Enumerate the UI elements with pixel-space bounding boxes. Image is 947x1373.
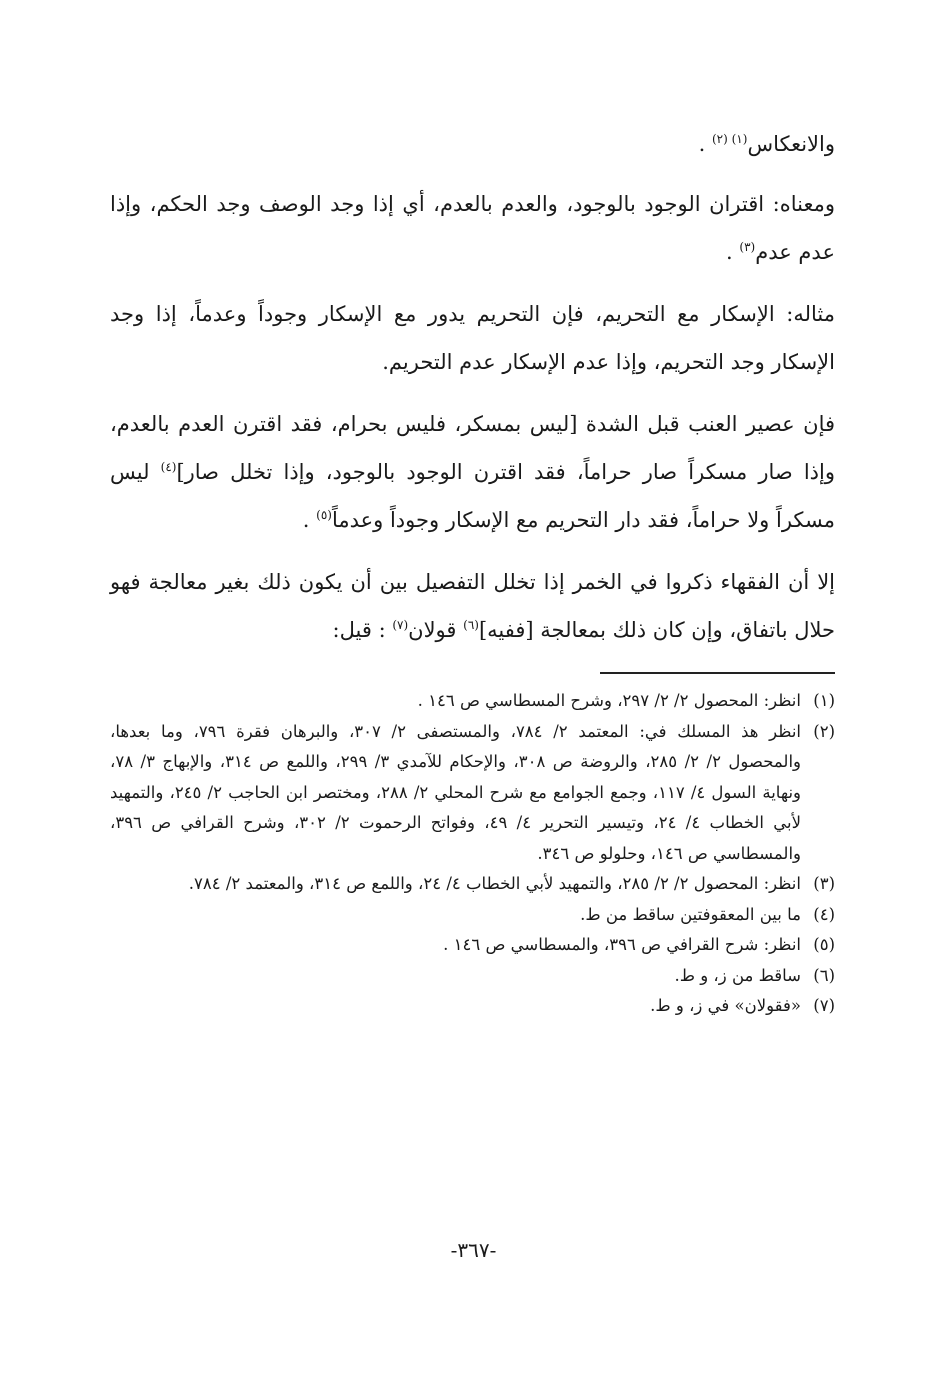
footnote-number: (٦): [813, 965, 835, 985]
footnote-number: (٢): [813, 721, 835, 741]
footnote-number: (٥): [813, 935, 835, 954]
footnote-text: انظر: شرح القرافي ص ٣٩٦، والمسطاسي ص ١٤٦ .: [443, 935, 801, 954]
paragraph: [110, 180, 835, 276]
footnote: [110, 686, 835, 717]
paragraph: [110, 290, 835, 386]
text-run: .: [698, 132, 712, 156]
footnote-text: ما بين المعقوفتين ساقط من ط.: [580, 904, 801, 924]
footnote-number: (٤): [813, 904, 835, 924]
text-run: قولان: [408, 618, 464, 642]
paragraph: [110, 120, 835, 168]
footnote: [110, 961, 835, 992]
footnote-text: ساقط من ز، و ط.: [674, 965, 801, 985]
text-run: مثاله: الإسكار مع التحريم، فإن التحريم يدور مع الإسكار وجوداً وعدماً، إذا وجد الإسكار وجد التحريم، وإذا عدم الإسكار عدم التحريم.: [110, 302, 835, 374]
text-run: : قيل:: [332, 618, 393, 642]
text-run: إلا أن الفقهاء ذكروا في الخمر إذا تخلل التفصيل بين أن يكون ذلك بغير معالجة فهو حلال باتفاق، وإن كان ذلك بمعالجة [ففيه]: [110, 570, 835, 642]
footnote-text: «فقولان» في ز، و ط.: [650, 996, 801, 1015]
paragraph: [110, 558, 835, 654]
footnote-marker: (٥): [316, 508, 332, 522]
footnote-text: انظر: المحصول ٢/ ٢/ ٢٩٧، وشرح المسطاسي ص ١٤٦ .: [417, 691, 801, 710]
footnote: [110, 869, 835, 900]
footnote-number: (٣): [813, 874, 835, 893]
text-run: ليس مسكراً ولا حراماً، فقد دار التحريم مع الإسكار وجوداً وعدماً: [110, 460, 835, 532]
page-content: [110, 120, 835, 1022]
page-number: -٣٦٧-: [450, 1238, 497, 1262]
main-text: [110, 120, 835, 654]
footnote-marker: (١) (٢): [711, 132, 748, 146]
footnote-text: انظر: المحصول ٢/ ٢/ ٢٨٥، والتمهيد لأبي الخطاب ٤/ ٢٤، واللمع ص ٣١٤، والمعتمد ٢/ ٧٨٤.: [188, 874, 801, 893]
footnote: [110, 991, 835, 1022]
footnote-marker: (٦): [463, 618, 479, 632]
text-run: والانعكاس: [747, 132, 835, 156]
text-run: ومعناه: اقتران الوجود بالوجود، والعدم بالعدم، أي إذا وجد الوصف وجد الحكم، وإذا عدم عدم: [110, 192, 835, 264]
footnote-marker: (٤): [160, 460, 177, 474]
footnotes: [110, 686, 835, 1022]
footnote-separator: [600, 672, 835, 674]
footnote: [110, 717, 835, 870]
footnote-number: (٧): [813, 996, 835, 1015]
footnote-number: (١): [813, 691, 835, 710]
footnote-marker: (٣): [739, 240, 756, 254]
footnote: [110, 930, 835, 961]
text-run: فإن عصير العنب قبل الشدة [ليس بمسكر، فليس بحرام، فقد اقترن العدم بالعدم، وإذا صار مسكراً صار حراماً، فقد اقترن الوجود بالوجود، وإذا تخلل صار]: [110, 412, 835, 484]
footnote: [110, 900, 835, 931]
text-run: .: [302, 508, 317, 532]
paragraph: [110, 400, 835, 544]
text-run: .: [726, 240, 740, 264]
footnote-marker: (٧): [392, 618, 409, 632]
footnote-text: انظر هذ المسلك في: المعتمد ٢/ ٧٨٤، والمستصفى ٢/ ٣٠٧، والبرهان فقرة ٧٩٦، وما بعدها، والمحصول ٢/ ٢/ ٢٨٥، والروضة ص ٣٠٨، والإحكام للآمدي ٣/ ٢٩٩، واللمع ص ٣١٤، والإبهاج ٣/ ٧٨، ونهاية السول ٤/ ١١٧، وجمع الجوامع مع شرح المحلي ٢/ ٢٨٨، ومختصر ابن الحاجب ٢/ ٢٤٥، والتمهيد لأبي الخطاب ٤/ ٢٤، وتيسير التحرير ٤/ ٤٩، وفواتح الرحموت ٢/ ٣٠٢، وشرح القرافي ص ٣٩٦، والمسطاسي ص ١٤٦، وحلولو ص ٣٤٦.: [110, 721, 802, 863]
